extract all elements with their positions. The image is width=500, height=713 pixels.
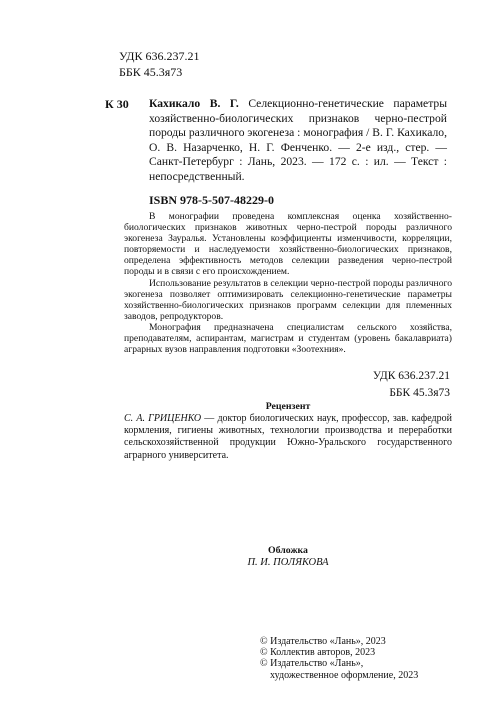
bbk-code: ББК 45.3я73 [119,65,183,79]
copyright-line: © Издательство «Лань», [260,658,364,670]
entry-author: Кахикало В. Г. [149,97,239,110]
udk-code: УДК 636.237.21 [372,370,450,382]
udk-block-top [119,48,199,80]
cover-designer: П. И. ПОЛЯКОВА [247,557,329,568]
reviewer-heading: Рецензент [265,401,311,412]
abstract [124,211,452,355]
bbk-code: ББК 45.3я73 [389,387,450,399]
udk-block-right [360,368,450,402]
copyright-line: © Издательство «Лань», 2023 [260,636,386,647]
author-mark: К 30 [105,97,129,111]
copyright-block [260,636,460,681]
isbn: ISBN 978-5-507-48229-0 [149,193,274,207]
abstract-paragraph: Монография предназначена специалистам сельского хозяйства, преподавателям, аспирантам, магистрам и студентам (уровень бакалавриата) аграрных вузов направления подготовки «Зоотехния». [124,321,452,356]
reviewer-name: С. А. ГРИЦЕНКО [124,413,202,424]
cover-heading: Обложка [268,545,308,556]
copyright-line: художественное оформление, 2023 [270,669,419,681]
abstract-paragraph: Использование результатов в селекции черно-пестрой породы различного экогенеза позволяет оптимизировать селекционно-генетические параметры хозяйственно-биологических признаков программ селекции для племенных заводов, репродукторов. [124,277,452,322]
entry-description: Селекционно-генетические параметры хозяйственно-биологических признаков черно-пестрой породы различного экогенеза : монография / В. Г. Кахикало, О. В. Назарченко, Н. Г. Фенченко. — 2-е изд., стер. — Санкт-Петербург : Лань, 2023. — 172 с. : ил. — Текст : непосредственный. [149,97,447,183]
abstract-paragraph: В монографии проведена комплексная оценка хозяйственно-биологических признаков животных черно-пестрой породы различного экогенеза Зауралья. Установлены коэффициенты изменчивости, корреляции, повторяемости и наследуемости хозяйственно-биологических признаков, определена эффективность методов селекции разведения черно-пестрой породы и в связи с его происхождением. [124,211,452,278]
catalog-entry [149,97,447,185]
reviewer-description: — доктор биологических наук, профессор, зав. кафедрой кормления, гигиены животных, технологии производства и переработки сельскохозяйственной продукции Южно-Уральского государственного аграрного университета. [124,413,452,461]
reviewer-text [124,413,452,462]
udk-code: УДК 636.237.21 [119,49,200,63]
copyright-line: © Коллектив авторов, 2023 [260,647,376,659]
